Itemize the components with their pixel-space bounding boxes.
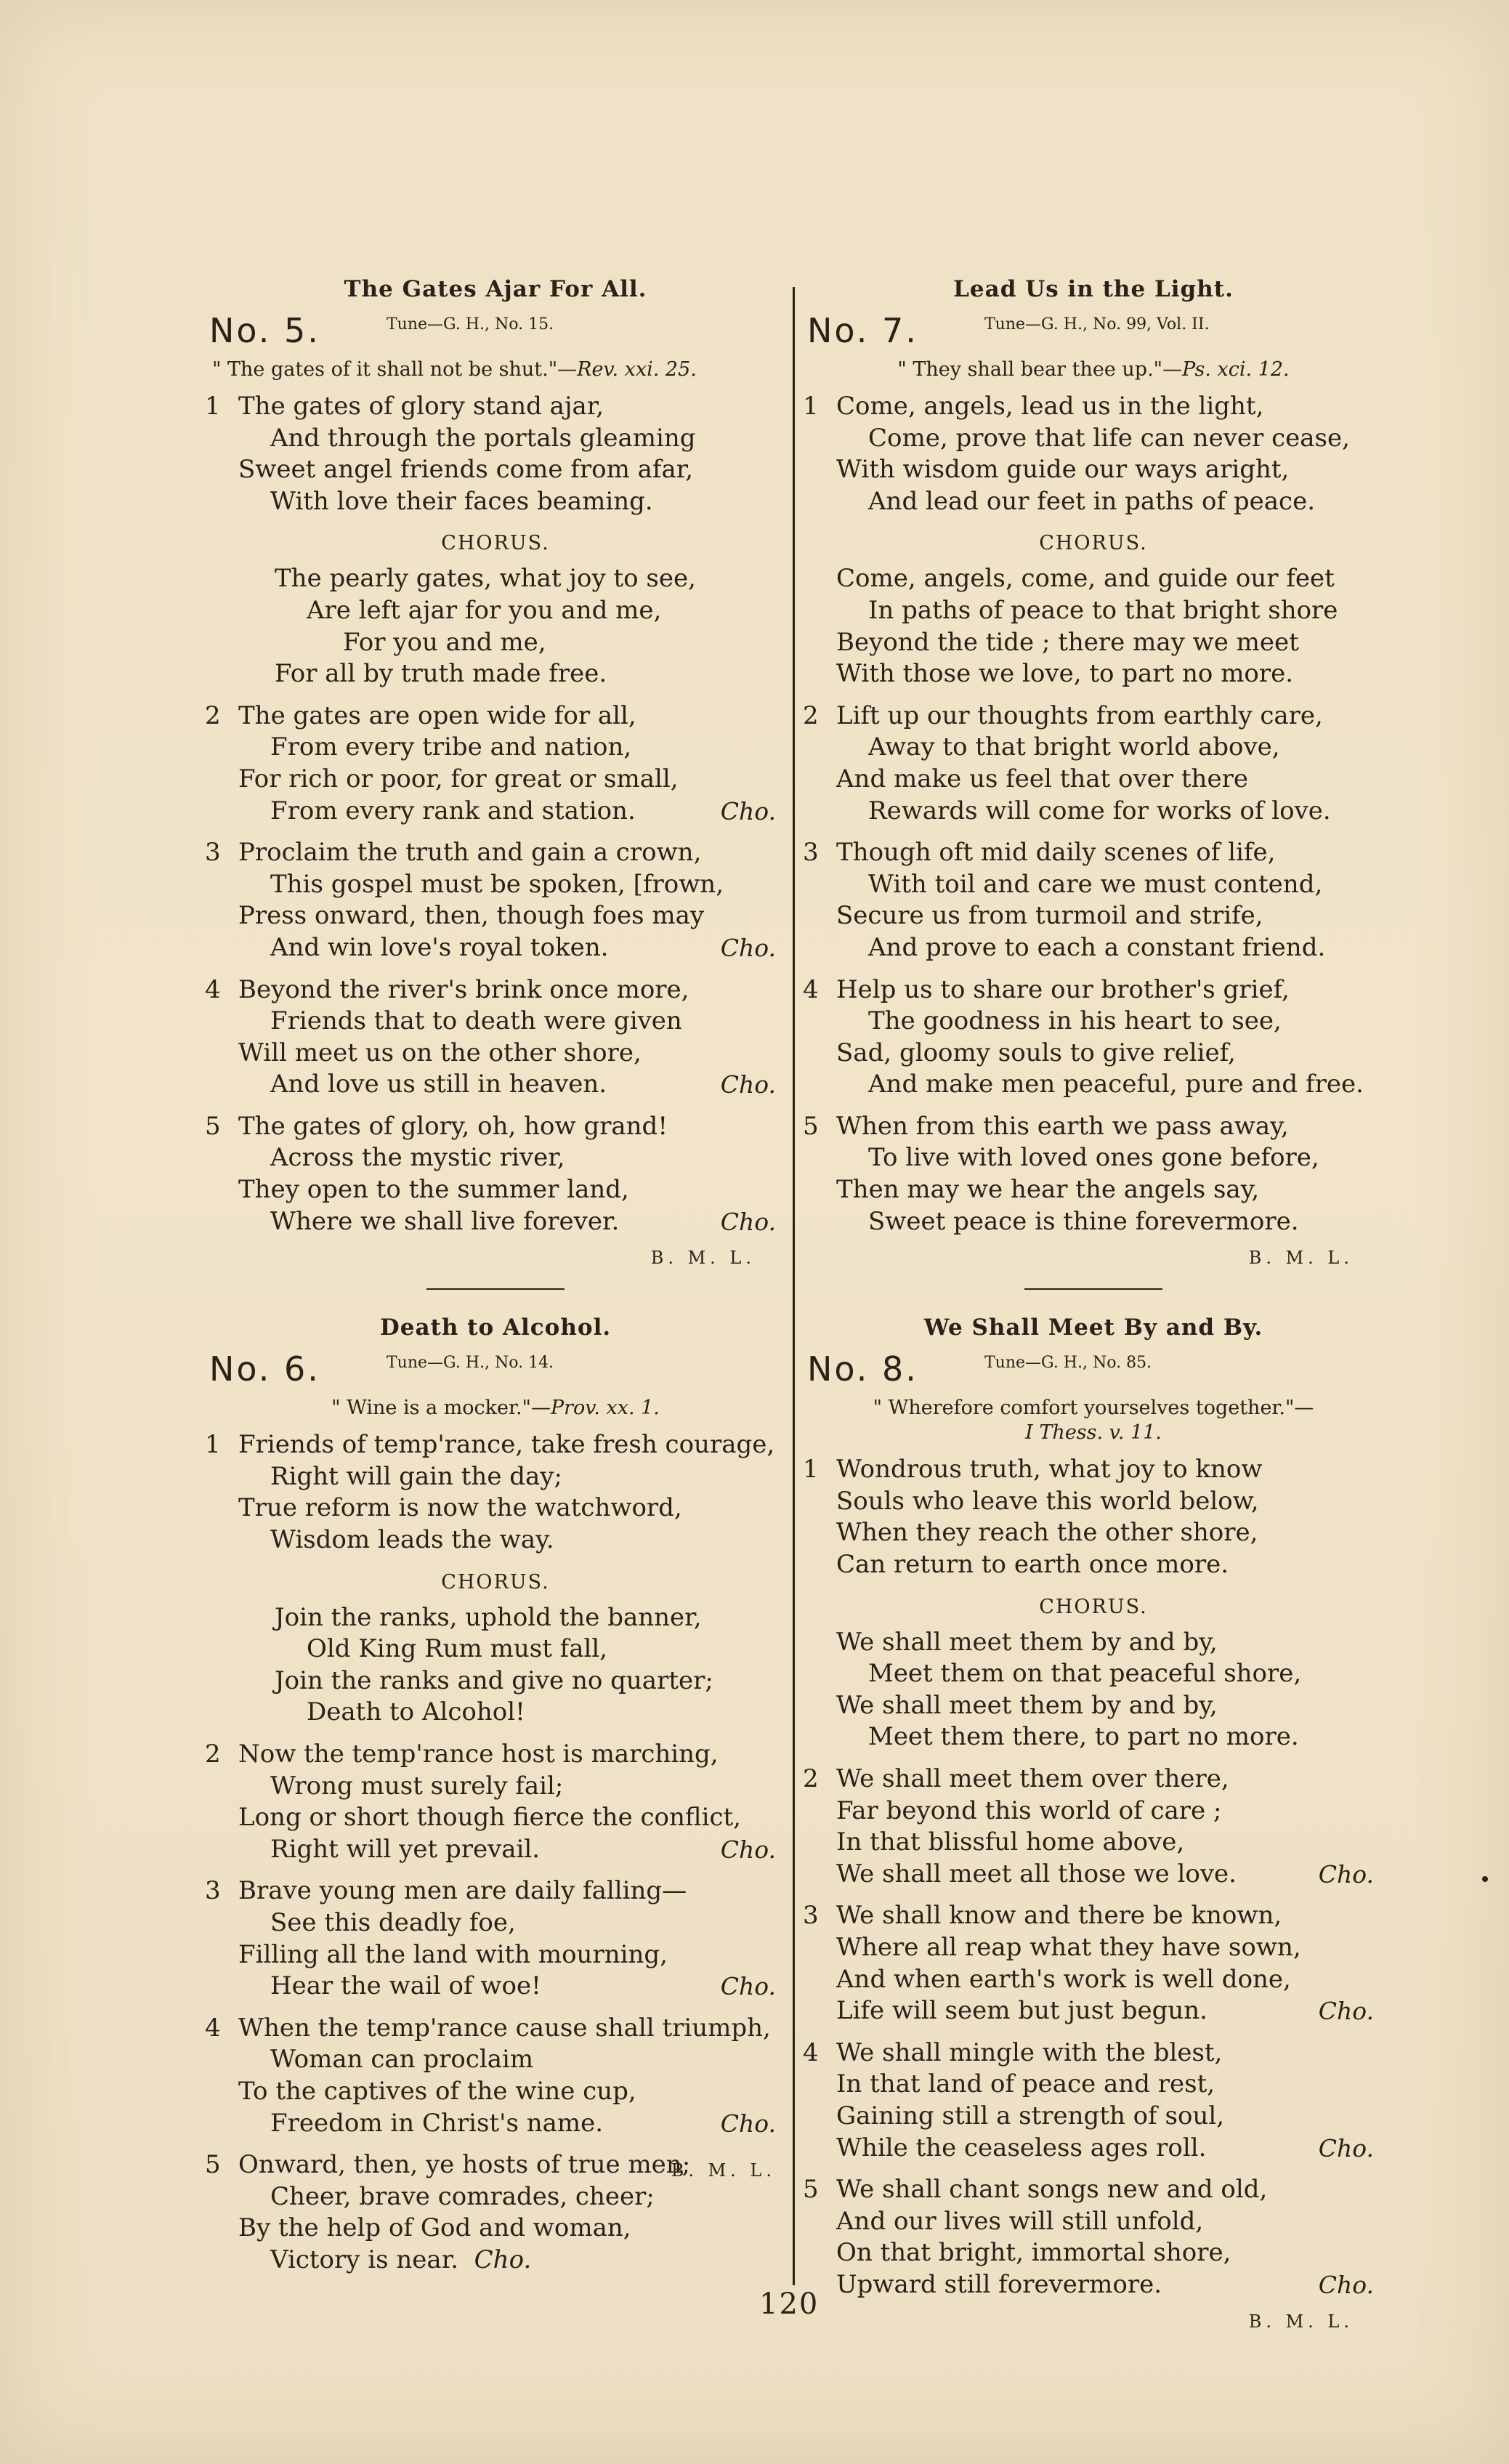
author-signature: B. M. L. <box>671 2160 776 2181</box>
chorus-marker: Cho. <box>720 1835 776 1864</box>
verse-line: Woman can proclaim <box>270 2045 534 2075</box>
verse-line: When they reach the other shore, <box>836 1518 1258 1548</box>
verse-line: See this deadly foe, <box>270 1907 516 1937</box>
tune-reference: Tune—G. H., No. 85. <box>984 1354 1152 1373</box>
verse-line: Proclaim the truth and gain a crown, <box>238 838 702 868</box>
scripture-epigraph <box>803 1396 1384 1445</box>
tune-reference: Tune—G. H., No. 15. <box>387 315 554 334</box>
verse-number: 1 <box>803 392 819 421</box>
scripture-epigraph <box>212 358 786 382</box>
author-signature: B. M. L. <box>1248 2311 1354 2332</box>
chorus-label: CHORUS. <box>441 532 550 555</box>
verse-line: And prove to each a constant friend. <box>868 932 1326 962</box>
verse-line: Wisdom leads the way. <box>270 1525 554 1555</box>
verse-line <box>205 2108 786 2140</box>
verse-line <box>803 2133 1384 2165</box>
verse-number: 5 <box>205 2150 221 2180</box>
epigraph-reference: Rev. xxi. 25. <box>577 358 697 381</box>
chorus-label: CHORUS. <box>1039 532 1148 555</box>
verse-line: By the help of God and woman, <box>238 2213 631 2243</box>
chorus-line: Old King Rum must fall, <box>307 1634 608 1664</box>
verse-line: Though oft mid daily scenes of life, <box>836 838 1276 868</box>
verse-line: Secure us from turmoil and strife, <box>836 901 1263 931</box>
epigraph-text: " They shall bear thee up."— <box>897 358 1183 381</box>
verse-line: Now the temp'rance host is marching, <box>238 1740 719 1769</box>
verse-line: Souls who leave this world below, <box>836 1486 1259 1516</box>
verse-line: Onward, then, ye hosts of true men; <box>238 2150 691 2180</box>
verse-number: 2 <box>803 1764 819 1793</box>
verse-line: Right will gain the day; <box>270 1461 562 1491</box>
hymn-no-6 <box>205 1314 786 2276</box>
verse-line: Press onward, then, though foes may <box>238 901 705 931</box>
verse-line: In that land of peace and rest, <box>836 2069 1215 2099</box>
verse-line: To the captives of the wine cup, <box>238 2076 636 2106</box>
page-number: 120 <box>759 2287 820 2321</box>
chorus-label: CHORUS. <box>1039 1595 1148 1618</box>
verse-line: Friends that to death were given <box>270 1006 682 1036</box>
verse-number: 3 <box>205 838 221 868</box>
hymn-title: We Shall Meet By and By. <box>923 1314 1263 1341</box>
verse-line: Long or short though fierce the conflict, <box>238 1803 741 1833</box>
verse-line: Will meet us on the other shore, <box>238 1038 642 1067</box>
verse-line: Sad, gloomy souls to give relief, <box>836 1038 1236 1067</box>
verse-1 <box>803 1454 1384 1580</box>
verse-line <box>205 1069 786 1101</box>
chorus-marker: Cho. <box>1318 2270 1374 2299</box>
hymn-number: No. 6. <box>209 1349 320 1389</box>
section-divider <box>1024 1288 1162 1290</box>
verse-number: 1 <box>205 392 221 421</box>
verse-line: When from this earth we pass away, <box>836 1111 1289 1141</box>
verse-line <box>803 1995 1384 2027</box>
verse-line-text: Hear the wail of woe! <box>270 1971 541 2001</box>
chorus-line: Are left ajar for you and me, <box>307 595 662 625</box>
verse-line: Come, prove that life can never cease, <box>868 423 1350 453</box>
chorus-marker: Cho. <box>1318 2133 1374 2162</box>
column-divider-rule <box>793 287 795 2285</box>
verse-line: Wrong must surely fail; <box>270 1771 564 1801</box>
tune-reference: Tune—G. H., No. 14. <box>387 1354 554 1373</box>
verse-number: 4 <box>803 974 819 1004</box>
verse-1 <box>803 391 1384 517</box>
ink-speck <box>1482 1876 1488 1882</box>
verse-line <box>205 1971 786 2003</box>
verse-1 <box>205 1429 786 1556</box>
verse-line-text: Upward still forevermore. <box>836 2269 1162 2299</box>
chorus-marker: Cho. <box>720 1207 776 1236</box>
verse-number: 1 <box>205 1430 221 1460</box>
verse-line: Far beyond this world of care ; <box>836 1796 1222 1825</box>
chorus-line: Come, angels, come, and guide our feet <box>836 564 1335 594</box>
verse-line-text: Life will seem but just begun. <box>836 1996 1207 2026</box>
section-divider <box>426 1288 565 1290</box>
chorus-line: Join the ranks, uphold the banner, <box>275 1602 702 1632</box>
verse-number: 3 <box>803 1901 819 1931</box>
hymn-number: No. 8. <box>807 1349 918 1389</box>
chorus-marker: Cho. <box>720 1070 776 1099</box>
verse-line: For rich or poor, for great or small, <box>238 764 679 793</box>
verse-line <box>205 1206 786 1238</box>
verse-number: 2 <box>205 1740 221 1769</box>
chorus-line: Join the ranks and give no quarter; <box>275 1665 713 1695</box>
chorus-line: The pearly gates, what joy to see, <box>275 564 696 594</box>
chorus-line: In paths of peace to that bright shore <box>868 595 1338 625</box>
hymn-no-5 <box>205 276 786 1268</box>
verse-line: Sweet peace is thine forevermore. <box>868 1206 1299 1236</box>
verse-line: And through the portals gleaming <box>270 423 696 453</box>
verse-line: And make men peaceful, pure and free. <box>868 1070 1364 1099</box>
verse-line: We shall know and there be known, <box>836 1901 1282 1931</box>
left-column <box>205 276 786 2287</box>
verse-line: And lead our feet in paths of peace. <box>868 486 1316 516</box>
verse-line: Gaining still a strength of soul, <box>836 2101 1225 2130</box>
verse-3 <box>205 837 786 964</box>
verse-line-text: Where we shall live forever. <box>270 1206 620 1236</box>
verse-line: On that bright, immortal shore, <box>836 2238 1231 2268</box>
verse-line: Then may we hear the angels say, <box>836 1175 1260 1205</box>
verse-4 <box>803 974 1384 1101</box>
verse-line: Filling all the land with mourning, <box>238 1939 668 1969</box>
verse-line: We shall meet them over there, <box>836 1764 1229 1793</box>
verse-5 <box>205 1111 786 1237</box>
verse-3 <box>205 1875 786 2002</box>
chorus-marker: Cho. <box>1318 1859 1374 1889</box>
epigraph-reference: Prov. xx. 1. <box>550 1397 660 1420</box>
verse-5 <box>205 2149 786 2276</box>
verse-2 <box>205 700 786 827</box>
verse-line-text: While the ceaseless ages roll. <box>836 2133 1207 2162</box>
right-column <box>803 276 1384 2332</box>
verse-line: Lift up our thoughts from earthly care, <box>836 700 1323 730</box>
verse-3 <box>803 1900 1384 2027</box>
verse-4 <box>205 2013 786 2139</box>
verse-line: Away to that bright world above, <box>868 732 1280 762</box>
verse-line-text: And love us still in heaven. <box>270 1070 607 1099</box>
verse-number: 2 <box>803 700 819 730</box>
hymn-number: No. 5. <box>209 311 320 350</box>
verse-line-text: Right will yet prevail. <box>270 1834 541 1864</box>
hymn-header <box>803 1349 1384 1396</box>
verse-line: True reform is now the watchword, <box>238 1493 682 1523</box>
chorus <box>205 563 786 690</box>
hymn-no-8 <box>803 1314 1384 2331</box>
chorus-marker: Cho. <box>720 796 776 825</box>
scripture-epigraph <box>803 358 1384 382</box>
verse-line: The gates of glory, oh, how grand! <box>238 1111 668 1141</box>
verse-number: 4 <box>205 974 221 1004</box>
chorus-marker: Cho. <box>474 2245 532 2274</box>
chorus-line: For you and me, <box>343 627 546 657</box>
verse-line-text: We shall meet all those we love. <box>836 1859 1237 1889</box>
hymn-number: No. 7. <box>807 311 918 350</box>
verse-line-text: And win love's royal token. <box>270 932 609 962</box>
epigraph-text: " Wine is a mocker."— <box>331 1397 551 1420</box>
hymn-title: The Gates Ajar For All. <box>344 276 647 302</box>
chorus-marker: Cho. <box>1318 1997 1374 2026</box>
verse-2 <box>803 700 1384 827</box>
verse-number: 5 <box>205 1111 221 1141</box>
verse-number: 5 <box>803 1111 819 1141</box>
chorus <box>205 1602 786 1729</box>
verse-2 <box>205 1739 786 1865</box>
verse-line: Across the mystic river, <box>270 1143 565 1173</box>
verse-line: With toil and care we must contend, <box>868 869 1323 899</box>
hymn-no-7 <box>803 276 1384 1268</box>
verse-line: With love their faces beaming. <box>270 486 653 516</box>
verse-line: Can return to earth once more. <box>836 1550 1229 1580</box>
verse-line: Cheer, brave comrades, cheer; <box>270 2181 655 2211</box>
author-signature: B. M. L. <box>1248 1248 1354 1269</box>
epigraph-text: " The gates of it shall not be shut."— <box>212 358 578 381</box>
chorus-line: Meet them there, to part no more. <box>868 1722 1299 1752</box>
verse-number: 4 <box>205 2013 221 2043</box>
chorus-marker: Cho. <box>720 1972 776 2001</box>
verse-line: Beyond the river's brink once more, <box>238 974 689 1004</box>
chorus-line: Meet them on that peaceful shore, <box>868 1659 1302 1689</box>
verse-line-text: From every rank and station. <box>270 796 636 825</box>
verse-line: And when earth's work is well done, <box>836 1964 1291 1994</box>
verse-line: The goodness in his heart to see, <box>868 1006 1282 1036</box>
verse-line <box>803 2269 1384 2301</box>
verse-number: 5 <box>803 2175 819 2205</box>
verse-line: Come, angels, lead us in the light, <box>836 392 1264 421</box>
hymn-header <box>803 311 1384 358</box>
hymn-header <box>205 1349 786 1396</box>
author-signature: B. M. L. <box>650 1248 756 1269</box>
verse-2 <box>803 1764 1384 1890</box>
verse-line: They open to the summer land, <box>238 1175 629 1205</box>
verse-line: Wondrous truth, what joy to know <box>836 1455 1263 1485</box>
verse-line: When the temp'rance cause shall triumph, <box>238 2013 771 2043</box>
verse-line: To live with loved ones gone before, <box>868 1143 1319 1173</box>
hymn-title: Death to Alcohol. <box>379 1314 612 1341</box>
tune-reference: Tune—G. H., No. 99, Vol. II. <box>984 315 1210 334</box>
scripture-epigraph <box>205 1396 786 1421</box>
verse-line: In that blissful home above, <box>836 1827 1185 1857</box>
verse-line: The gates are open wide for all, <box>238 700 636 730</box>
verse-line: Brave young men are daily falling— <box>238 1876 687 1906</box>
verse-number: 3 <box>803 838 819 868</box>
verse-line <box>803 1859 1384 1891</box>
verse-line: Where all reap what they have sown, <box>836 1932 1301 1962</box>
verse-3 <box>803 837 1384 964</box>
verse-number: 4 <box>803 2037 819 2067</box>
chorus-line: Death to Alcohol! <box>307 1697 525 1727</box>
verse-line: Friends of temp'rance, take fresh courage, <box>238 1430 775 1460</box>
verse-1 <box>205 391 786 517</box>
hymn-title: Lead Us in the Light. <box>953 276 1234 302</box>
verse-line: Sweet angel friends come from afar, <box>238 455 694 485</box>
verse-line <box>205 932 786 964</box>
chorus-marker: Cho. <box>720 933 776 962</box>
verse-5 <box>803 1111 1384 1237</box>
verse-4 <box>205 974 786 1101</box>
verse-line <box>205 796 786 828</box>
chorus <box>803 1627 1384 1753</box>
verse-line: The gates of glory stand ajar, <box>238 392 604 421</box>
epigraph-reference: I Thess. v. 11. <box>1025 1421 1162 1445</box>
verse-line: And make us feel that over there <box>836 764 1248 793</box>
chorus-line: For all by truth made free. <box>275 659 607 689</box>
chorus-line: Beyond the tide ; there may we meet <box>836 627 1299 657</box>
chorus-label: CHORUS. <box>441 1570 550 1593</box>
verse-line: This gospel must be spoken, [frown, <box>270 869 724 899</box>
chorus-marker: Cho. <box>720 2109 776 2138</box>
verse-line: Rewards will come for works of love. <box>868 796 1331 825</box>
epigraph-text: " Wherefore comfort yourselves together."— <box>873 1397 1314 1420</box>
verse-5 <box>803 2174 1384 2301</box>
verse-4 <box>803 2037 1384 2164</box>
verse-line <box>205 1834 786 1866</box>
verse-line: From every tribe and nation, <box>270 732 632 762</box>
verse-number: 3 <box>205 1876 221 1906</box>
epigraph-reference: Ps. xci. 12. <box>1182 358 1290 381</box>
hymn-header <box>205 311 786 358</box>
verse-line: And our lives will still unfold, <box>836 2206 1204 2236</box>
chorus <box>803 563 1384 690</box>
verse-line: Help us to share our brother's grief, <box>836 974 1290 1004</box>
verse-line-text: Freedom in Christ's name. <box>270 2108 604 2138</box>
verse-number: 1 <box>803 1455 819 1485</box>
verse-line: We shall chant songs new and old, <box>836 2175 1268 2205</box>
verse-line-text: Victory is near. <box>270 2245 459 2274</box>
verse-line: With wisdom guide our ways aright, <box>836 455 1290 485</box>
chorus-line: We shall meet them by and by, <box>836 1690 1218 1720</box>
verse-line: We shall mingle with the blest, <box>836 2037 1223 2067</box>
chorus-line: We shall meet them by and by, <box>836 1627 1218 1657</box>
verse-number: 2 <box>205 700 221 730</box>
chorus-line: With those we love, to part no more. <box>836 659 1294 689</box>
